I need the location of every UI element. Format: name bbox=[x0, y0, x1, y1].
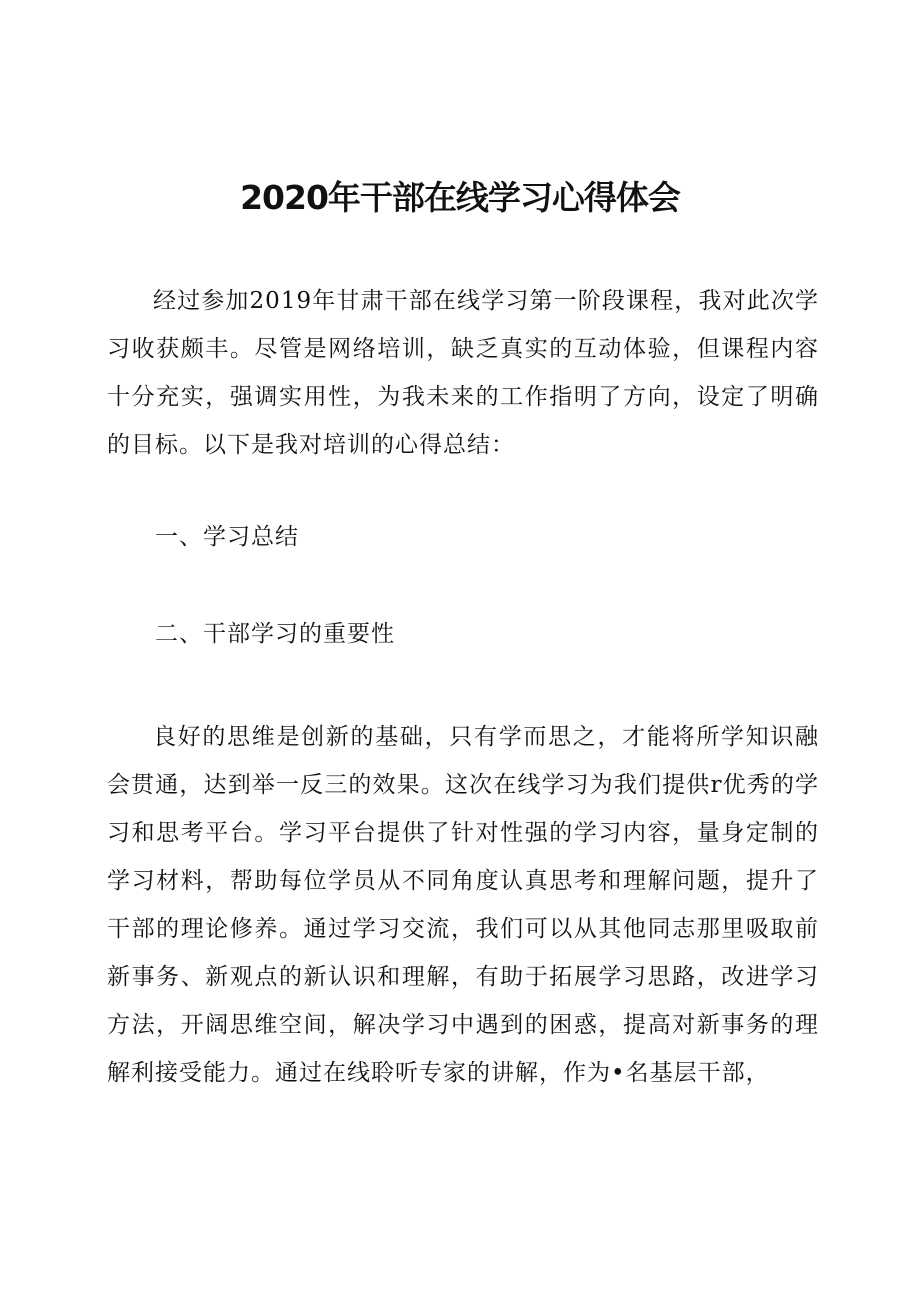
section-heading-learning-summary: 一、学习总结 bbox=[155, 524, 299, 550]
intro-paragraph: 经过参加2019年甘肃干部在线学习第一阶段课程，我对此次学习收获颇丰。尽管是网络培训，缺乏真实的互动体验，但课程内容十分充实，强调实用性，为我未来的工作指明了方向，设定了明确的目标。以下是我对培训的心得总结： bbox=[107, 288, 819, 458]
document-title: 2020年干部在线学习心得体会 bbox=[240, 178, 680, 217]
body-paragraph: 良好的思维是创新的基础，只有学而思之，才能将所学知识融会贯通，达到举一反三的效果。这次在线学习为我们提供r优秀的学习和思考平台。学习平台提供了针对性强的学习内容，量身定制的学习材料，帮助每位学员从不同角度认真思考和理解问题，提升了干部的理论修养。通过学习交流，我们可以从其他同志那里吸取前新事务、新观点的新认识和理解，有助于拓展学习思路，改进学习方法，开阔思维空间，解决学习中遇到的困惑，提高对新事务的理解利接受能力。通过在线聆听专家的讲解，作为•名基层干部， bbox=[107, 724, 819, 1086]
section-heading-importance: 二、干部学习的重要性 bbox=[155, 621, 395, 647]
